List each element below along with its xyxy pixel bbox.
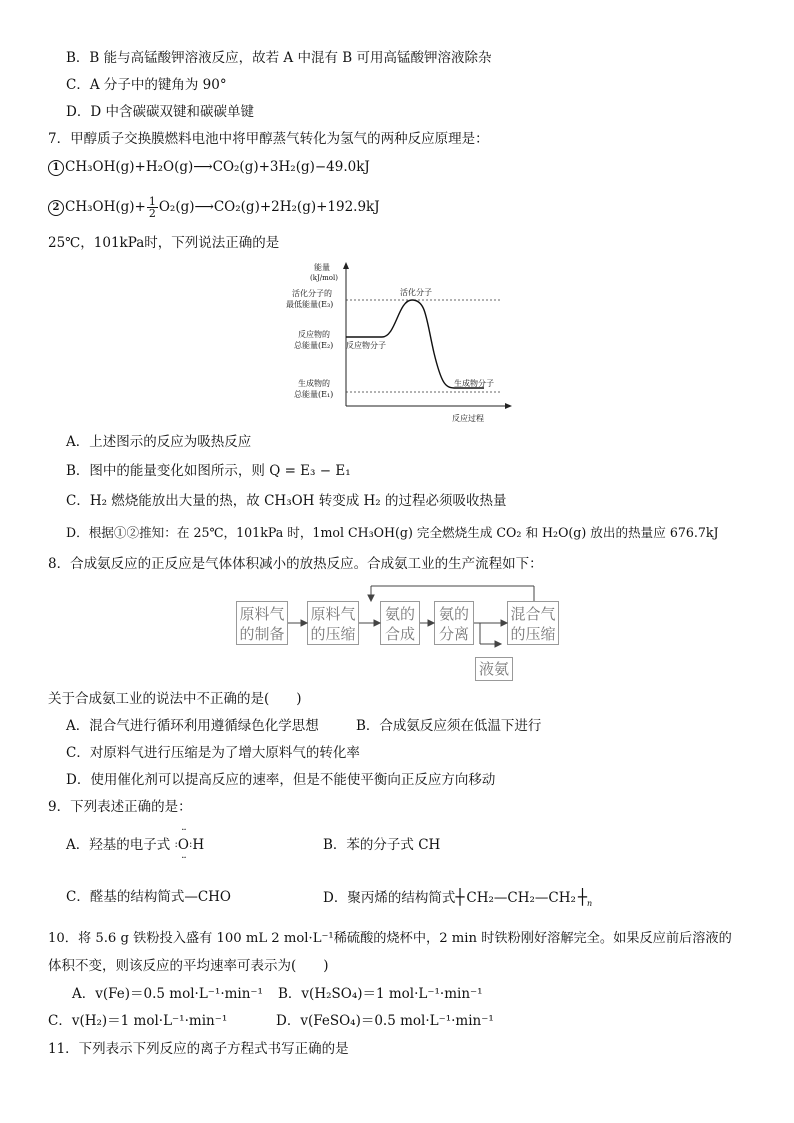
q8-question: 关于合成氨工业的说法中不正确的是( ) bbox=[48, 691, 302, 707]
circled-number-2: 2 bbox=[48, 200, 64, 216]
q7-option-a: A．上述图示的反应为吸热反应 bbox=[66, 434, 252, 450]
polypropylene-formula: CH₂—CH₂—CH₂ bbox=[466, 890, 576, 906]
q9-stem: 9．下列表述正确的是： bbox=[48, 799, 192, 815]
hydrogen-symbol: H bbox=[192, 837, 205, 853]
q9-option-a-text: A．羟基的电子式 bbox=[66, 837, 171, 853]
flow-step-5: 混合气 的压缩 bbox=[507, 601, 559, 645]
product-molecule-label: 生成物分子 bbox=[454, 379, 494, 388]
e2-label-2: 总能量(E₂) bbox=[294, 341, 334, 350]
q6-option-b: B．B 能与高锰酸钾溶液反应，故若 A 中混有 B 可用高锰酸钾溶液除杂 bbox=[66, 50, 492, 66]
q7-reaction-2 bbox=[48, 196, 380, 219]
flow-arrows bbox=[230, 582, 570, 682]
polymer-n: n bbox=[586, 899, 593, 908]
q8-option-d: D．使用催化剂可以提高反应的速率，但是不能使平衡向正反应方向移动 bbox=[66, 772, 496, 788]
polymer-bracket-right-icon: ┼ bbox=[577, 888, 587, 906]
q8-option-a: A．混合气进行循环利用遵循绿色化学思想 bbox=[66, 718, 319, 734]
liquid-ammonia-box: 液氨 bbox=[475, 657, 513, 681]
hydroxyl-electron-formula: ·· :O: ·· bbox=[174, 825, 193, 864]
q7-reaction-2-left: CH₃OH(g)+ bbox=[65, 199, 146, 215]
x-axis-label: 反应过程 bbox=[452, 414, 484, 423]
fraction-one-half: $\frac{1}{2}$ bbox=[148, 195, 156, 220]
q9-option-d bbox=[323, 888, 592, 913]
q7-option-b: B．图中的能量变化如图所示，则 Q = E₃ − E₁ bbox=[66, 463, 351, 479]
reactant-molecule-label: 反应物分子 bbox=[346, 341, 386, 350]
q10-option-a: A．v(Fe)＝0.5 mol·L⁻¹·min⁻¹ bbox=[72, 986, 263, 1002]
q10-stem-line1: 10．将 5.6 g 铁粉投入盛有 100 mL 2 mol·L⁻¹稀硫酸的烧杯中，2 min 时铁粉刚好溶解完全。如果反应前后溶液的 bbox=[48, 931, 732, 946]
q9-option-b: B．苯的分子式 CH bbox=[323, 837, 441, 853]
circled-number-1: 1 bbox=[48, 160, 64, 176]
q10-option-d: D．v(FeSO₄)＝0.5 mol·L⁻¹·min⁻¹ bbox=[276, 1013, 494, 1029]
e1-label-1: 生成物的 bbox=[298, 379, 330, 388]
q7-option-d: D．根据①②推知：在 25℃，101kPa 时，1mol CH₃OH(g) 完全燃烧生成 CO₂ 和 H₂O(g) 放出的热量应 676.7kJ bbox=[66, 525, 719, 540]
q7-reaction-2-right: O₂(g)⟶CO₂(g)+2H₂(g)+192.9kJ bbox=[158, 199, 380, 215]
q9-option-d-text: D．聚丙烯的结构简式 bbox=[323, 890, 456, 906]
q10-option-b: B．v(H₂SO₄)＝1 mol·L⁻¹·min⁻¹ bbox=[278, 986, 483, 1002]
flow-step-1: 原料气 的制备 bbox=[236, 601, 288, 645]
q9-option-c: C．醛基的结构简式—CHO bbox=[66, 889, 231, 905]
flow-step-2: 原料气 的压缩 bbox=[307, 601, 359, 645]
y-axis-unit: (kJ/mol) bbox=[310, 274, 338, 282]
e3-label-2: 最低能量(E₃) bbox=[286, 300, 334, 309]
q7-stem: 7．甲醇质子交换膜燃料电池中将甲醇蒸气转化为氢气的两种反应原理是： bbox=[48, 131, 489, 147]
polymer-bracket-left-icon: ┼ bbox=[455, 888, 465, 906]
q7-condition: 25℃，101kPa时，下列说法正确的是 bbox=[48, 235, 280, 251]
q11-stem: 11．下列表示下列反应的离子方程式书写正确的是 bbox=[48, 1041, 349, 1057]
e3-label-1: 活化分子的 bbox=[292, 289, 332, 298]
energy-diagram bbox=[284, 258, 514, 428]
e2-label-1: 反应物的 bbox=[298, 330, 330, 339]
e1-label-2: 总能量(E₁) bbox=[294, 390, 334, 399]
q9-option-a bbox=[66, 825, 205, 864]
q10-option-c: C．v(H₂)＝1 mol·L⁻¹·min⁻¹ bbox=[48, 1013, 228, 1029]
y-axis-arrow-icon bbox=[343, 262, 349, 269]
q8-stem: 8．合成氨反应的正反应是气体体积减小的放热反应。合成氨工业的生产流程如下： bbox=[48, 556, 543, 572]
q6-option-d: D．D 中含碳碳双键和碳碳单键 bbox=[66, 104, 254, 120]
peak-label: 活化分子 bbox=[400, 288, 432, 297]
x-axis-arrow-icon bbox=[505, 403, 512, 409]
q6-option-c: C．A 分子中的键角为 90° bbox=[66, 77, 227, 93]
q8-option-b: B．合成氨反应须在低温下进行 bbox=[356, 718, 542, 734]
q10-stem-line2: 体积不变，则该反应的平均速率可表示为( ) bbox=[48, 958, 329, 974]
q7-option-c: C．H₂ 燃烧能放出大量的热，故 CH₃OH 转变成 H₂ 的过程必须吸收热量 bbox=[66, 493, 507, 509]
q7-reaction-1-text: CH₃OH(g)+H₂O(g)⟶CO₂(g)+3H₂(g)−49.0kJ bbox=[65, 159, 370, 175]
q8-option-c: C．对原料气进行压缩是为了增大原料气的转化率 bbox=[66, 745, 360, 761]
q7-reaction-1 bbox=[48, 158, 370, 176]
flow-step-4: 氨的 分离 bbox=[434, 601, 474, 645]
flow-step-3: 氨的 合成 bbox=[380, 601, 420, 645]
y-axis-label: 能量 bbox=[314, 263, 330, 272]
